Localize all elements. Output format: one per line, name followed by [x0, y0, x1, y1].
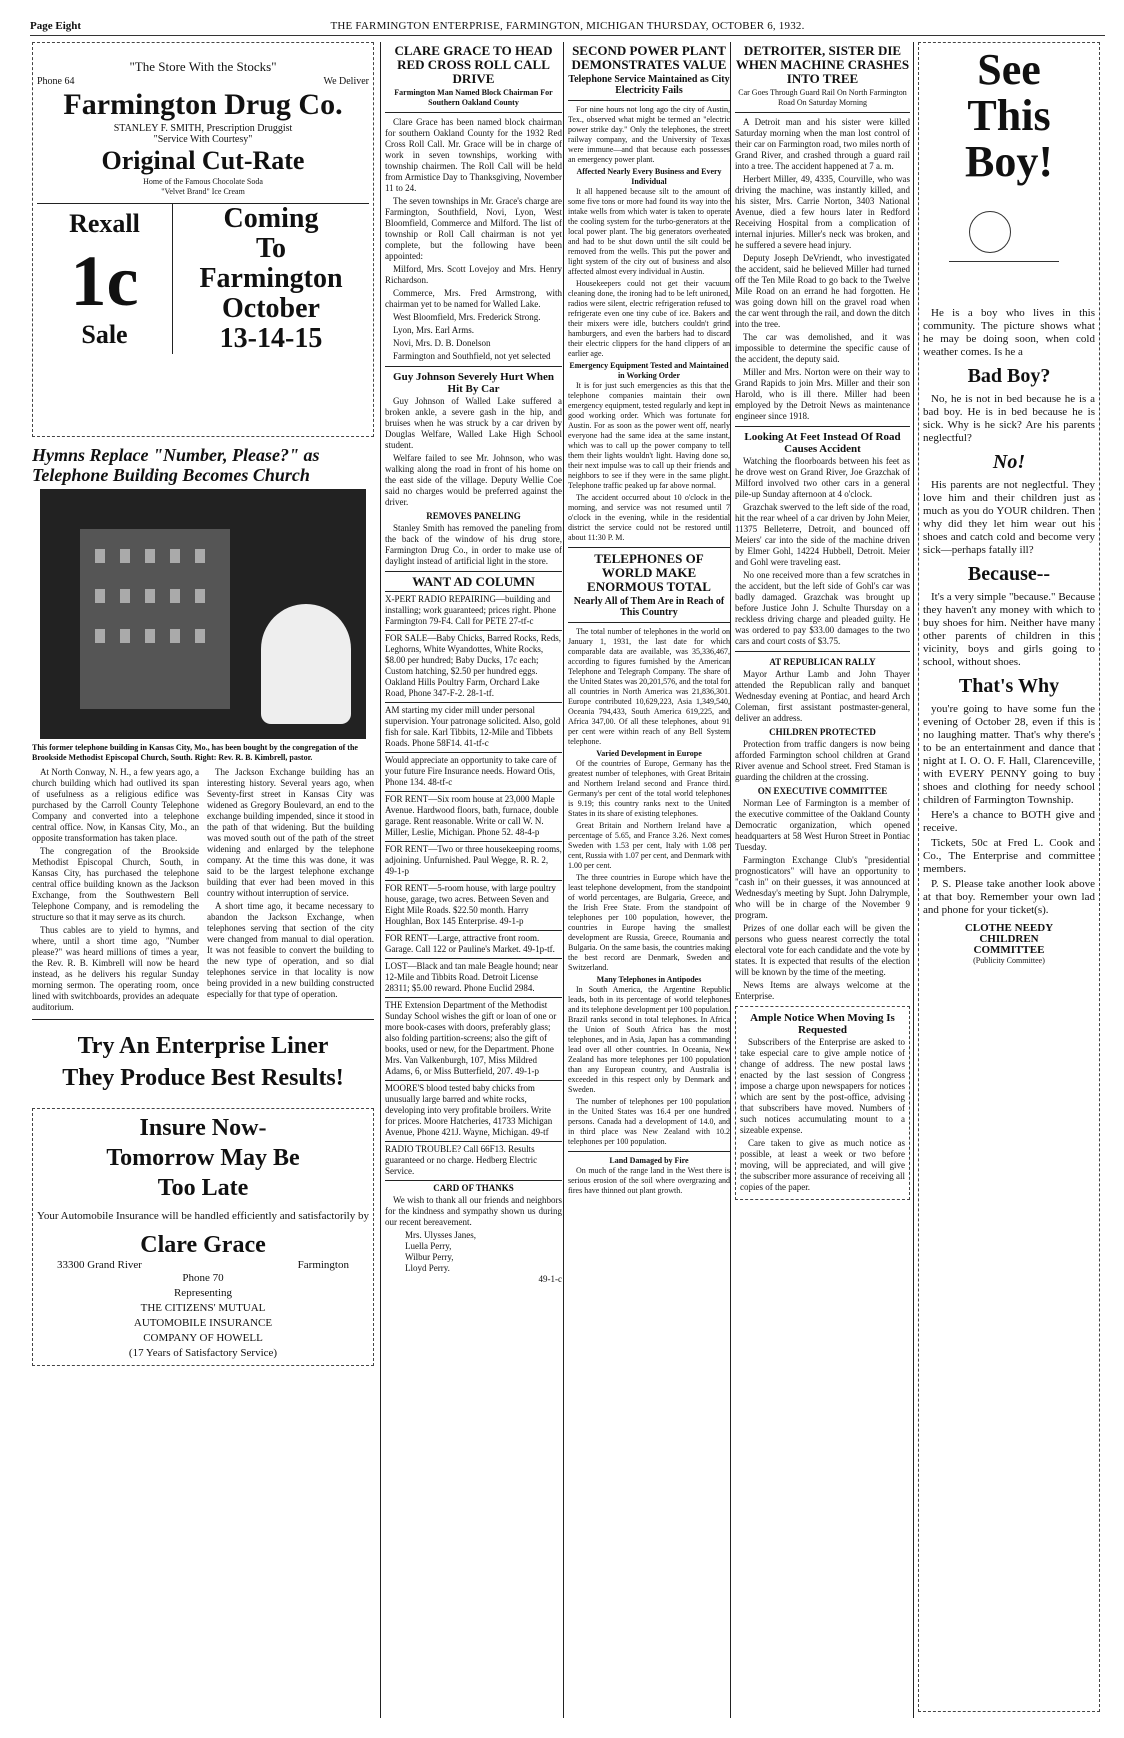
deck: Nearly All of Them Are in Reach of This Country — [573, 596, 725, 618]
committee-signature: CHILDREN — [979, 933, 1039, 945]
classified-ad: FOR SALE—Baby Chicks, Barred Rocks, Reds, Leghorns, White Wyandottes, White Rocks, $8.00 per hundred; Baby Ducks, 17c each; Custom hatching, $2.50 per hundred eggs. Oakland Hills Poultry Farm, Orchard Lake Road, Phone 347-F-2. 28-1-tf. — [385, 630, 562, 699]
article-paragraph: On much of the range land in the West there is serious erosion of the soil where overgrazing and fires have thinned out plant growth. — [568, 1166, 730, 1195]
building-image — [80, 529, 230, 709]
article-paragraph: Welfare failed to see Mr. Johnson, who was walking along the road in front of his home on the east side of the village. Deputy Wellie Coe said no charges would be preferred against the driver. — [385, 453, 562, 507]
article-paragraph: The number of telephones per 100 population in the United States was 16.4 per one hundred persons. Canada had a development of 14.0, and in third place was New Zealand with 10.2 telephones per 100 population. — [568, 1097, 730, 1146]
insure-company: COMPANY OF HOWELL — [143, 1332, 263, 1344]
article-paragraph: A Detroit man and his sister were killed Saturday morning when the man lost control of their car on Farmington road, two miles north of Grand River, and crashed through a guard rail into a tree. The accident happened at 7 a. m. — [735, 117, 910, 171]
insure-representing: Representing — [173, 1287, 233, 1299]
article-paragraph: Commerce, Mrs. Fred Armstrong, with chairman yet to be named for Walled Lake. — [385, 288, 562, 309]
hymns-headline: Hymns Replace "Number, Please?" as Telephone Building Becomes Church — [32, 445, 320, 485]
signature: Wilbur Perry, — [405, 1252, 454, 1262]
classified-ad: AM starting my cider mill under personal supervision. Your patronage solicited. Also, gold fish for sale. Karl Tibbits, 12-Mile and Tibbets Roads. Phone 58F14. 41-tf-c — [385, 702, 562, 749]
column-4 — [730, 42, 910, 1718]
classified-ad: FOR RENT—Large, attractive front room. Garage. Call 122 or Pauline's Market. 49-1p-tf. — [385, 930, 562, 955]
page-number: Page Eight — [30, 20, 82, 32]
insurance-ad — [32, 1108, 374, 1366]
insure-phone: Phone 70 — [182, 1272, 224, 1284]
subhead: Affected Nearly Every Business and Every Individual — [576, 167, 722, 186]
insure-company: THE CITIZENS' MUTUAL — [140, 1302, 266, 1314]
headline: Ample Notice When Moving Is Requested — [750, 1012, 895, 1036]
ad-code: 49-1-c — [538, 1274, 562, 1284]
ad-sale: Sale — [81, 320, 128, 349]
church-photo — [40, 489, 366, 739]
article-paragraph: Prizes of one dollar each will be given the persons who guess nearest correctly the total electoral vote for each candidate and the vote by states. It is expected that results of the election will be known by the time of the meeting. — [735, 923, 910, 977]
ad-dates: 13-14-15 — [219, 323, 323, 354]
ad-october: October — [222, 293, 320, 324]
headline: CHILDREN PROTECTED — [769, 727, 876, 737]
ad-one-cent: 1c — [70, 241, 139, 321]
signature: Luella Perry, — [405, 1241, 452, 1251]
headline: SECOND POWER PLANT DEMONSTRATES VALUE — [571, 43, 727, 72]
ad-store-name: Farmington Drug Co. — [63, 88, 343, 121]
notice-box — [735, 1006, 910, 1200]
hymns-paragraph: The congregation of the Brookside Methodist Episcopal Church, South, in Kansas City, has purchased the telephone central office building known as the Jackson Exchange, from the Southwestern Bell Telephone Company, and is remodeling the structure so that it may serve as its church. — [32, 846, 199, 922]
ad-farmington: Farmington — [199, 263, 343, 294]
headline: REMOVES PANELING — [426, 511, 521, 521]
ad-coming: Coming — [223, 203, 319, 234]
headline: DETROITER, SISTER DIE WHEN MACHINE CRASHES INTO TREE — [735, 43, 910, 86]
bad-boy-heading: Bad Boy? — [967, 365, 1051, 387]
thats-why-heading: That's Why — [958, 675, 1060, 697]
ad-paragraph: Tickets, 50c at Fred L. Cook and Co., The Enterprise and committee members. — [923, 837, 1095, 875]
article-paragraph: Miller and Mrs. Norton were on their way to Grand Rapids to join Mrs. Miller and their son Harold, who is ill there. Miller had been employed by the Detroit News as maintenance engineer since 1918. — [735, 367, 910, 421]
insure-text: Your Automobile Insurance will be handled efficiently and satisfactorily by — [37, 1210, 369, 1222]
deck: Farmington Man Named Block Chairman For Southern Oakland County — [394, 88, 553, 107]
classified-ad: Would appreciate an opportunity to take care of your future Fire Insurance needs. Howard Otis, Phone 134. 48-tf-c — [385, 752, 562, 788]
article-paragraph: Protection from traffic dangers is now being afforded Farmington school children at Grand River avenue and School street. Fred Staman is guarding the children at the crossing. — [735, 739, 910, 782]
article-paragraph: West Bloomfield, Mrs. Frederick Strong. — [393, 312, 541, 322]
signature: Mrs. Ulysses Janes, — [405, 1230, 476, 1240]
classified-ad: LOST—Black and tan male Beagle hound; near 12-Mile and Tibbits Road. Detroit License 28311; $5.00 reward. Phone Euclid 2984. — [385, 958, 562, 994]
article-paragraph: No one received more than a few scratches in the accident, but the left side of Gohl's car was badly damaged. Grazchak was brought up before Justice John J. Schulte Thursday on a reckless driving charge and pleaded guilty. He was ordered to pay $33.00 damages to the two cars and court costs of $3.75. — [735, 570, 910, 646]
article-paragraph: It all happened because silt to the amount of some five tons or more had found its way into the intake wells from which water is taken to operate the cooling system for the turbo-generators at the local power plant. The big generators overheated and had to be shut down until the silt could be removed from the wells. This put the power and light system of the city out of business and also affected almost every individual in Austin. — [568, 187, 730, 276]
card-of-thanks: We wish to thank all our friends and neighbors for the kindness and sympathy shown us during our recent bereavement. — [385, 1195, 562, 1227]
article-paragraph: The total number of telephones in the world on January 1, 1931, the last date for which comparable data are available, was 35,336,467, according to figures furnished by the American Telephone and Telegraph Company. The share of the United States was 20,201,576, and the total for all countries in North America was 21,836,301. Europe contributed 10,629,223, Asia 1,349,540, Oceania 794,433, South America 619,225, and Africa 347,00. Of all these telephones, about 91 per cent were within reach of any Bell System telephone. — [568, 627, 730, 746]
ad-rexall: Rexall — [69, 209, 140, 238]
column-3 — [563, 42, 730, 1718]
article-paragraph: The three countries in Europe which have the least telephone development, from the standpoint of world percentages, are Bulgaria, Greece, and the Irish Free State. From the standpoint of telephones per 100 population, however, the countries in Europe having the smallest development are Russia, Greece, Roumania and Bulgaria. On the same basis, the countries making the best record are Denmark, Sweden and Switzerland. — [568, 873, 730, 972]
article-paragraph: Subscribers of the Enterprise are asked to take especial care to give ample notice of change of address. The new postal laws enacted by the last session of Congress impose a charge upon newspapers for notices which are sent by the post-office, advising that subscribers have moved. Numbers of such notices accumulating mount to a sizeable expense. — [740, 1037, 905, 1135]
classified-ad: THE Extension Department of the Methodist Sunday School wishes the gift or loan of one or more book-cases with doors, preferably glass; also folding partition-screens; also the gift of books, used or new, for the Department. Phone Mrs. Van Valkenburgh, 107, Miss Mildred Adams, 6, or Miss Butterfield, 207. 49-1-p — [385, 997, 562, 1077]
article-paragraph: Deputy Joseph DeVriendt, who investigated the accident, said he believed Miller had turned off the Ten Mile Road to go back to the Twelve Mile Road on an errand he had forgotten. He was going down hill on the gravel road when the car went through the rail, and down the ditch into the tree. — [735, 253, 910, 329]
article-paragraph: Clare Grace has been named block chairman for southern Oakland County for the 1932 Red Cross Roll Call. Mr. Grace will be in charge of work in seven townships, working with township chairmen. The Roll Call will be held from Armistice Day to Thanksgiving, November 11 to 24. — [385, 117, 562, 193]
article-paragraph: In South America, the Argentine Republic leads, both in its percentage of world telephones and its telephone development per 100 population. Brazil ranks second in total telephones. In Africa the Union of South Africa has the most telephones, and in Asia, Japan has a commanding lead over all other countries. In Oceania, New Zealand has more telephones per 100 population than any European country, and Australia is exceeded in this respect only by Denmark and Sweden. — [568, 985, 730, 1094]
no-heading: No! — [992, 451, 1026, 473]
column-5 — [913, 42, 1100, 1718]
article-paragraph: The car was demolished, and it was impossible to determine the specific cause of the accident, the deputy said. — [735, 332, 910, 364]
article-paragraph: Care taken to give as much notice as possible, at least a week or two before moving, will be appreciated, and will give the subscriber more assurance of receiving all copies of the paper. — [740, 1138, 905, 1192]
clothing-drive-ad — [918, 42, 1100, 1712]
article-paragraph: Of the countries of Europe, Germany has the greatest number of telephones, with Great Britain and Northern Ireland second and France third. Germany's per cent of the total world telephones is 9.19; this country ranks next to the United States in its share of existing telephones. — [568, 759, 730, 818]
ad-paragraph: P. S. Please take another look above at that boy. Remember your own lad and phone for your ticket(s). — [923, 878, 1095, 916]
deck: Telephone Service Maintained as City Electricity Fails — [568, 74, 730, 96]
ad-deliver: We Deliver — [323, 76, 369, 87]
ad-tagline: "The Store With the Stocks" — [129, 59, 277, 74]
article-paragraph: The accident occurred about 10 o'clock in the morning, and service was not resumed until 7 o'clock in the evening, while in the residential district the service could not be restored until about 11:30 P. M. — [568, 493, 730, 542]
this-heading: This — [967, 91, 1051, 140]
ad-to: To — [255, 233, 287, 264]
hymns-paragraph: The Jackson Exchange building has an interesting history. Several years ago, when Seventy-first street in Kansas City was widened as Gregory Boulevard, an end to the exchange building impended, since it stood in the path of that widening. But the building was moved south out of the path of the street widening and enlarged by the telephone company. At the time this was done, it was said to be the largest telephone exchange building that ever had been moved in this country without interruption of service. — [207, 767, 374, 898]
committee-signature: COMMITTEE — [973, 944, 1045, 956]
pastor-portrait — [261, 604, 351, 724]
committee-signature: (Publicity Committee) — [973, 956, 1045, 965]
hymns-paragraph: At North Conway, N. H., a few years ago, a church building which had outlived its span of usefulness as a religious edifice was purchased by the Carroll County Telephone Company and converted into a telephone central office. Now, in Kansas City, Mo., an opposite transformation has taken place. — [32, 767, 199, 843]
article-paragraph: For nine hours not long ago the city of Austin, Tex., observed what might be termed an "electric power strike day." Only the telephones, the street railway company, and the University of Texas were immune—and that because each possesses an emergency power plant. — [568, 105, 730, 164]
ad-velvet: "Velvet Brand" Ice Cream — [161, 187, 245, 196]
article-paragraph: Novi, Mrs. D. B. Donelson — [393, 338, 491, 348]
article-paragraph: Lyon, Mrs. Earl Arms. — [393, 325, 474, 335]
headline: Guy Johnson Severely Hurt When Hit By Car — [393, 371, 554, 395]
article-paragraph: It is for just such emergencies as this that the telephone companies maintain their own emergency equipment, tested regularly and kept in good working order. Which was fortunate for Austin. For as soon as the power went off, nearly everyone had the same idea at the same instant, which was to call up the power company to tell them their lights wouldn't light. Having done so, their next impulse was to call up their friends and neighbors to see if they were in the same plight. Telephone traffic peaked up far above normal. — [568, 381, 730, 490]
article-paragraph: The seven townships in Mr. Grace's charge are Farmington, Southfield, Novi, Lyon, West Bloomfield, Commerce and Milford. The list of township or Roll Call chairman is not yet complete, but the following have been appointed: — [385, 196, 562, 261]
article-paragraph: Great Britain and Northern Ireland have a percentage of 5.65, and France 3.26. Next comes Sweden with 1.53 per cent, Italy with 1.08 per cent, Russia with 1.07 per cent, and Denmark with 1.00 per cent. — [568, 821, 730, 870]
insure-company: AUTOMOBILE INSURANCE — [133, 1317, 273, 1329]
insure-address: 33300 Grand River — [57, 1259, 142, 1271]
ad-paragraph: No, he is not in bed because he is a bad boy. He is in bed because he is sick. Why is he sick? Are his parents neglectful? — [923, 393, 1095, 444]
column-1 — [32, 42, 374, 1718]
because-heading: Because-- — [967, 563, 1051, 585]
committee-signature: CLOTHE NEEDY — [964, 922, 1054, 934]
headline: CLARE GRACE TO HEAD RED CROSS ROLL CALL DRIVE — [394, 43, 553, 86]
article-paragraph: Farmington and Southfield, not yet selected — [393, 351, 551, 361]
hymns-paragraph: A short time ago, it became necessary to abandon the Jackson Exchange, when telephones serving that section of the city were changed from manual to dial operation. It was not feasible to convert the building to the new type of operation, and so dial telephones service in that locality is now being provided in a new building constructed especially for that type of operation. — [207, 901, 374, 999]
hymns-paragraph: Thus cables are to yield to hymns, and where, until a short time ago, "Number please?" was heard millions of times a year, the Rev. R. B. Kimbrell will now be heard instead, as he delivers his regular Sunday morning sermon. The operating room, once lined with switchboards, provides an adequate auditorium. — [32, 925, 199, 1012]
article-paragraph: Farmington Exchange Club's "presidential prognosticators" will have an opportunity to "cash in" on their guesses, it was announced at Wednesday's meeting by Supt. John Dalrymple, who will be in charge of the November 9 program. — [735, 855, 910, 920]
liner-line-1: Try An Enterprise Liner — [77, 1033, 329, 1059]
ad-grid — [37, 203, 369, 354]
classified-ad: MOORE'S blood tested baby chicks from unusually large barred and white rocks, developing into very profitable broilers. Write for prices. Moore Hatcheries, 41733 Michigan Avenue, Phone 421J. Wayne, Michigan. 49-tf — [385, 1080, 562, 1138]
masthead — [30, 17, 1105, 36]
article-paragraph: Grazchak swerved to the left side of the road, hit the rear wheel of a car driven by John Meier, 11375 Belleterre, Detroit, and bounced off Meiers' car into the side of the machine driven by Elmer Gohl, 14224 Hubbell, Detroit. Meier and Gohl were traveling east. — [735, 502, 910, 567]
insure-h2: Tomorrow May Be — [106, 1145, 300, 1171]
classified-ad: RADIO TROUBLE? Call 66F13. Results guaranteed or no charge. Hedberg Electric Service. — [385, 1141, 562, 1177]
ad-paragraph: you're going to have some fun the evening of October 28, even if this is no laughing matter. That's why there's to be an entertainment and dance that night at I. O. O. F. Hall, Clarenceville, with EVERY PENNY going to buy shoes and clothing for needy school children of Farmington Township. — [923, 703, 1095, 806]
article-paragraph: Norman Lee of Farmington is a member of the executive committee of the Oakland County Democratic organization, which opened headquarters at 58 West Huron Street in Pontiac Tuesday. — [735, 798, 910, 852]
ad-paragraph: His parents are not neglectful. They love him and their children just as much as you do YOUR children. Then why did they let him wear out his shoes and catch cold and become very sick—perhaps fatally ill? — [923, 479, 1095, 556]
ad-phone: Phone 64 — [37, 76, 75, 87]
boy-heading: Boy! — [965, 137, 1053, 186]
deck: Car Goes Through Guard Rail On North Farmington Road On Saturday Morning — [738, 88, 907, 107]
ad-paragraph: He is a boy who lives in this community. The picture shows what he may be doing soon, when cold weather comes. Is he a — [923, 307, 1095, 358]
subhead: Land Damaged by Fire — [609, 1156, 689, 1165]
insure-years: (17 Years of Satisfactory Service) — [128, 1347, 278, 1359]
drug-store-ad — [32, 42, 374, 437]
ad-cut-rate: Original Cut-Rate — [101, 146, 305, 175]
insure-name: Clare Grace — [140, 1232, 266, 1258]
card-of-thanks-header: CARD OF THANKS — [433, 1183, 514, 1193]
article-paragraph: Housekeepers could not get their vacuum cleaning done, the ironing had to be left unironed, radios were silent, electric refrigeration refused to refrigerate even one tiny cube of ice. Bakers and their mixers were idle, butchers couldn't grind hamburgers, and even the barbers had to discard their electric clippers for the hand clippers of an earlier age. — [568, 279, 730, 358]
article-paragraph: Guy Johnson of Walled Lake suffered a broken ankle, a severe gash in the hip, and bruises when he was struck by a car driven by Douglas Welfare, Walled Lake High School student. — [385, 396, 562, 450]
classified-ads — [385, 591, 562, 1177]
want-ad-header: WANT AD COLUMN — [412, 574, 535, 589]
ad-paragraph: Here's a chance to BOTH give and receive. — [923, 809, 1095, 834]
article-paragraph: Stanley Smith has removed the paneling from the back of the window of his drug store, Farmington Drug Co., in order to make use of daylight instead of artificial light in the store. — [385, 523, 562, 566]
ad-home: Home of the Famous Chocolate Soda — [143, 177, 263, 186]
column-2 — [380, 42, 562, 1718]
see-heading: See — [977, 45, 1041, 94]
insure-h1: Insure Now- — [139, 1115, 267, 1141]
article-paragraph: Milford, Mrs. Scott Lovejoy and Mrs. Henry Richardson. — [385, 264, 562, 285]
subhead: Many Telephones in Antipodes — [596, 975, 702, 984]
article-paragraph: News Items are always welcome at the Enterprise. — [735, 980, 910, 1001]
photo-caption: This former telephone building in Kansas City, Mo., has been bought by the congregation of the Brookside Methodist Episcopal Church, South. Right: Rev. R. B. Kimbrell, pastor. — [32, 743, 358, 762]
subhead: Emergency Equipment Tested and Maintained in Working Order — [569, 361, 729, 380]
ad-service: "Service With Courtesy" — [153, 134, 253, 145]
insure-city: Farmington — [297, 1259, 349, 1271]
classified-ad: FOR RENT—5-room house, with large poultry house, garage, two acres. Between Seven and Eight Mile Roads. $22.50 month. Harry Houghlan, Box 145 Enterprise. 49-1-p — [385, 880, 562, 927]
liner-line-2: They Produce Best Results! — [62, 1065, 344, 1091]
insure-h3: Too Late — [157, 1175, 249, 1201]
headline: ON EXECUTIVE COMMITTEE — [757, 786, 888, 796]
article-paragraph: Herbert Miller, 49, 4335, Courville, who was driving the machine, was instantly killed, and his sister, Mrs. Carrie Norton, 3403 National Avenue, died a few hours later in Redford Receiving Hospital from a complication of internal injuries. Miller's neck was broken, and he suffered a severe head injury. — [735, 174, 910, 250]
article-paragraph: Mayor Arthur Lamb and John Thayer attended the Republican rally and banquet Wednesday evening at Pontiac, and heard Arch Coleman, first assistant postmaster-general, deliver an address. — [735, 669, 910, 723]
headline: TELEPHONES OF WORLD MAKE ENORMOUS TOTAL — [587, 551, 711, 594]
headline: AT REPUBLICAN RALLY — [769, 657, 876, 667]
classified-ad: X-PERT RADIO REPAIRING—building and installing; work guaranteed; prices right. Phone Farmington 79-F4. Call for PETE 27-tf-c — [385, 591, 562, 627]
article-paragraph: Watching the floorboards between his feet as he drove west on Grand River, Joe Grazchak of Milford involved two other cars in a general pile-up Sunday afternoon at 4 o'clock. — [735, 456, 910, 499]
liner-ad — [32, 1030, 374, 1094]
signature: Lloyd Perry. — [405, 1263, 450, 1273]
boy-in-bed-illustration — [939, 191, 1079, 301]
classified-ad: FOR RENT—Two or three housekeeping rooms, adjoining. Unfurnished. Paul Wegge, R. R. 2, 49-1-p — [385, 841, 562, 877]
classified-ad: FOR RENT—Six room house at 23,000 Maple Avenue. Hardwood floors, bath, furnace, double garage. Rent reasonable. Write or call W. N. Miller, Leslie, Michigan. Phone 52. 48-4-p — [385, 791, 562, 838]
headline: Looking At Feet Instead Of Road Causes Accident — [744, 431, 901, 455]
ad-paragraph: It's a very simple "because." Because they haven't any money with which to buy shoes for him. Neither have many other parents of children in this vicinity, boys and girls going to school, without shoes. — [923, 591, 1095, 668]
subhead: Varied Development in Europe — [596, 749, 702, 758]
masthead-title: THE FARMINGTON ENTERPRISE, FARMINGTON, MICHIGAN THURSDAY, OCTOBER 6, 1932. — [330, 20, 805, 32]
ad-owner: STANLEY F. SMITH, Prescription Druggist — [113, 123, 293, 134]
